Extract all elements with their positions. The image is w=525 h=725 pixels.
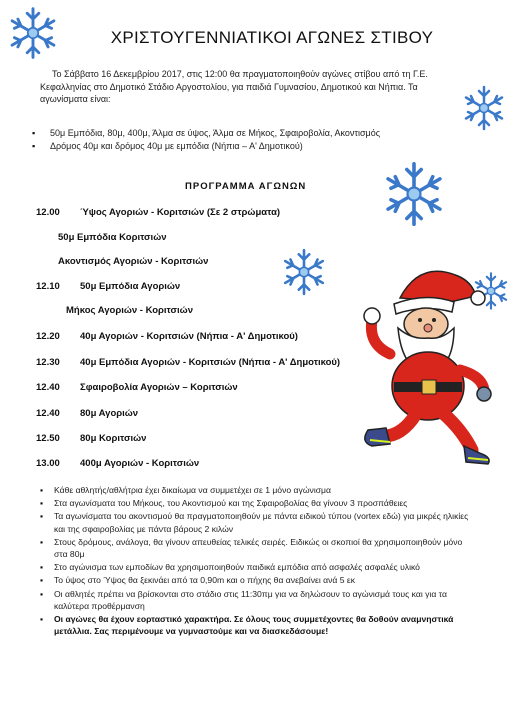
schedule-event: 400μ Αγοριών - Κοριτσιών [80, 458, 200, 469]
list-item: ▪ Οι αγώνες θα έχουν εορταστικό χαρακτήρα. Σε όλους τους συμμετέχοντες θα δοθούν αναμνηστικά μετάλλια. Σας περιμένουμε να γυμναστούμε και να διασκεδάσουμε! [40, 613, 470, 637]
schedule-event: Σφαιροβολία Αγοριών – Κοριτσιών [80, 382, 238, 393]
schedule-time: 13.00 [36, 458, 60, 469]
list-item: ▪ Κάθε αθλητής/αθλήτρια έχει δικαίωμα να συμμετέχει σε 1 μόνο αγώνισμα [40, 484, 470, 496]
intro-paragraph [40, 68, 445, 106]
intro-text: Το Σάββατο 16 Δεκεμβρίου 2017, στις 12:00 θα πραγματοποιηθούν αγώνες στίβου από τη Γ.Ε. Κεφαλληνίας στο Δημοτικό Στάδιο Αργοστολίου, για παιδιά Γυμνασίου, Δημοτικού και Νήπια. Τα αγωνίσματα είναι: [40, 69, 428, 104]
list-item: ▪ Δρόμος 40μ και δρόμος 40μ με εμπόδια (Νήπια – Α' Δημοτικού) [32, 140, 432, 153]
notes-list [40, 484, 470, 638]
schedule-event: 80μ Κοριτσιών [80, 433, 147, 444]
schedule-event: 40μ Εμπόδια Αγοριών - Κοριτσιών (Νήπια - Α' Δημοτικού) [80, 357, 341, 368]
snowflake-svg [459, 83, 509, 133]
schedule-row [66, 305, 193, 316]
list-item: ▪ Στα αγωνίσματα του Μήκους, του Ακοντισμού και της Σφαιροβολίας θα γίνουν 3 προσπάθειες [40, 497, 470, 509]
snowflake-icon [459, 83, 509, 133]
schedule-time: 12.40 [36, 408, 60, 419]
schedule-row [36, 331, 298, 342]
list-item: ▪ Το ύψος στο Ύψος θα ξεκινάει από τα 0,90m και ο πήχης θα ανεβαίνει ανά 5 εκ [40, 574, 470, 586]
schedule-time: 12.00 [36, 207, 60, 218]
schedule-event: 40μ Αγοριών - Κοριτσιών (Νήπια - Α' Δημοτικού) [80, 331, 298, 342]
schedule-event: 50μ Εμπόδια Κοριτσιών [58, 232, 167, 243]
snowflake-icon [378, 158, 450, 230]
list-item: ▪ Στο αγώνισμα των εμποδίων θα χρησιμοποιηθούν παιδικά εμπόδια από ασφαλές ασφαλές υλικό [40, 561, 470, 573]
list-item: ▪ 50μ Εμπόδια, 80μ, 400μ, Άλμα σε ύψος, Άλμα σε Μήκος, Σφαιροβολία, Ακοντισμός [32, 127, 432, 140]
schedule-time: 12.20 [36, 331, 60, 342]
snowflake-svg [278, 246, 330, 298]
snowflake-svg [378, 158, 450, 230]
schedule-time: 12.30 [36, 357, 60, 368]
schedule-time: 12.50 [36, 433, 60, 444]
schedule-row [36, 408, 138, 419]
santa-svg [350, 258, 500, 468]
snowflake-icon [278, 246, 330, 298]
program-heading: ΠΡΟΓΡΑΜΜΑ ΑΓΩΝΩΝ [185, 181, 307, 192]
schedule-event: 50μ Εμπόδια Αγοριών [80, 281, 181, 292]
list-item: ▪ Στους δρόμους, ανάλογα, θα γίνουν απευθείας τελικές σειρές. Ειδικώς οι σκοπιοί θα χρησιμοποιηθούν μόνο στα 80μ [40, 536, 470, 560]
schedule-event: Ύψος Αγοριών - Κοριτσιών (Σε 2 στρώματα) [80, 207, 281, 218]
santa-running-illustration [350, 258, 500, 468]
snowflake-icon [4, 4, 62, 62]
events-list [32, 127, 432, 152]
schedule-row [36, 382, 238, 393]
schedule-time: 12.40 [36, 382, 60, 393]
schedule-row [58, 256, 208, 267]
page-title: ΧΡΙΣΤΟΥΓΕΝΝΙΑΤΙΚΟΙ ΑΓΩΝΕΣ ΣΤΙΒΟΥ [110, 28, 434, 47]
schedule-row [36, 281, 180, 292]
snowflake-svg [4, 4, 62, 62]
schedule-row [36, 458, 199, 469]
schedule-row [36, 357, 340, 368]
schedule-time: 12.10 [36, 281, 60, 292]
schedule-row [58, 232, 167, 243]
list-item: ▪ Οι αθλητές πρέπει να βρίσκονται στο στάδιο στις 11:30πμ για να δηλώσουν το αγώνισμά τους και για τα καλύτερα προθέρμανση [40, 588, 470, 612]
schedule-row [36, 207, 280, 218]
schedule-event: Μήκος Αγοριών - Κοριτσιών [66, 305, 193, 316]
schedule-event: 80μ Αγοριών [80, 408, 139, 419]
schedule-row [36, 433, 146, 444]
schedule-event: Ακοντισμός Αγοριών - Κοριτσιών [58, 256, 209, 267]
list-item: ▪ Τα αγωνίσματα του ακοντισμού θα πραγματοποιηθούν με πάντα ειδικού τύπου (vortex εδώ) για μικρές ηλικίες και της σφαιροβολίας με πάντα βάρους 2 κιλών [40, 510, 470, 534]
